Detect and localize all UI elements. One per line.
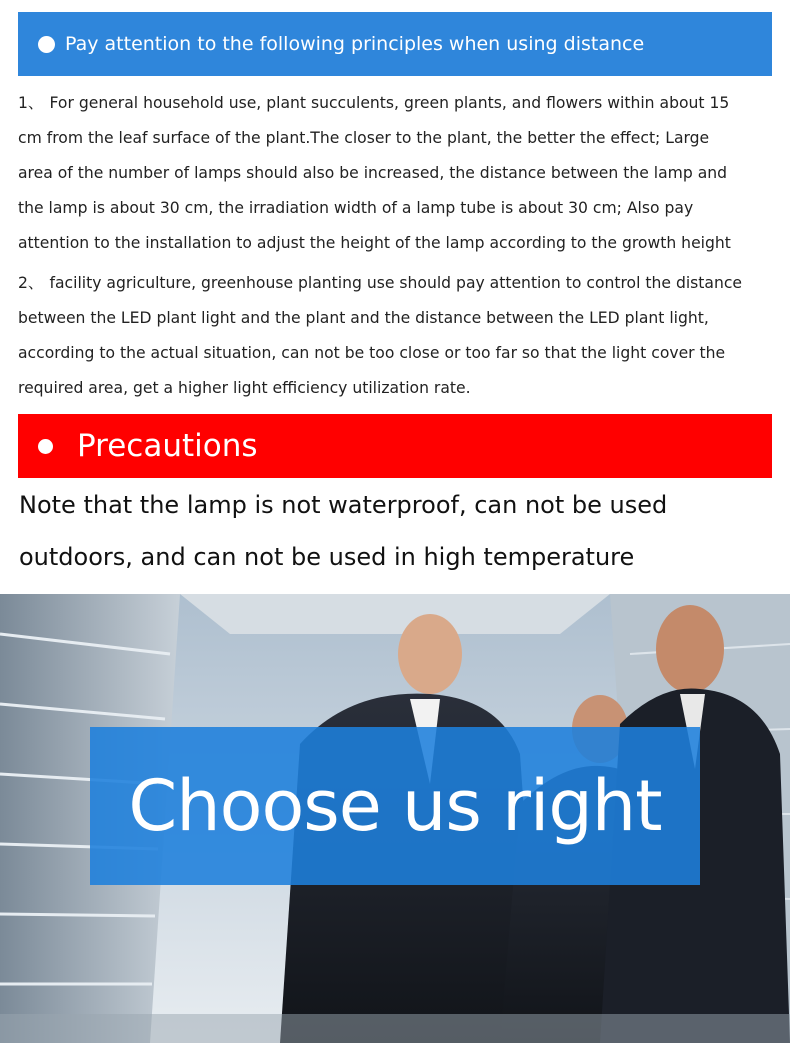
precautions-title: Precautions <box>77 428 258 464</box>
principle-item-2 <box>18 266 776 406</box>
principle-number: 2、 <box>18 274 44 292</box>
precautions-note: Note that the lamp is not waterproof, can not be used outdoors, and can not be used in high temperature <box>19 491 668 571</box>
choose-us-overlay <box>90 727 700 885</box>
choose-us-text: Choose us right <box>128 765 662 847</box>
principles-banner <box>18 12 772 76</box>
precautions-banner <box>18 414 772 478</box>
business-people-photo <box>0 594 790 1043</box>
principles-title: Pay attention to the following principles when using distance <box>65 33 645 55</box>
principle-item-1 <box>18 86 776 261</box>
principle-text: facility agriculture, greenhouse planting use should pay attention to control the distance between the LED plant light and the plant and the distance between the LED plant light, according to the actual situation, can not be too close or too far so that the light cover the required area, get a higher light efficiency utilization rate. <box>18 274 743 397</box>
bullet-dot-icon <box>38 36 55 53</box>
bullet-dot-icon <box>38 439 53 454</box>
principle-text: For general household use, plant succulents, green plants, and flowers within about 15 cm from the leaf surface of the plant.The closer to the plant, the better the effect; Large area of the number of lamps should also be increased, the distance between the lamp and the lamp is about 30 cm, the irradiation width of a lamp tube is about 30 cm; Also pay attention to the installation to adjust the height of the lamp according to the growth height <box>18 94 731 252</box>
principle-number: 1、 <box>18 94 44 112</box>
